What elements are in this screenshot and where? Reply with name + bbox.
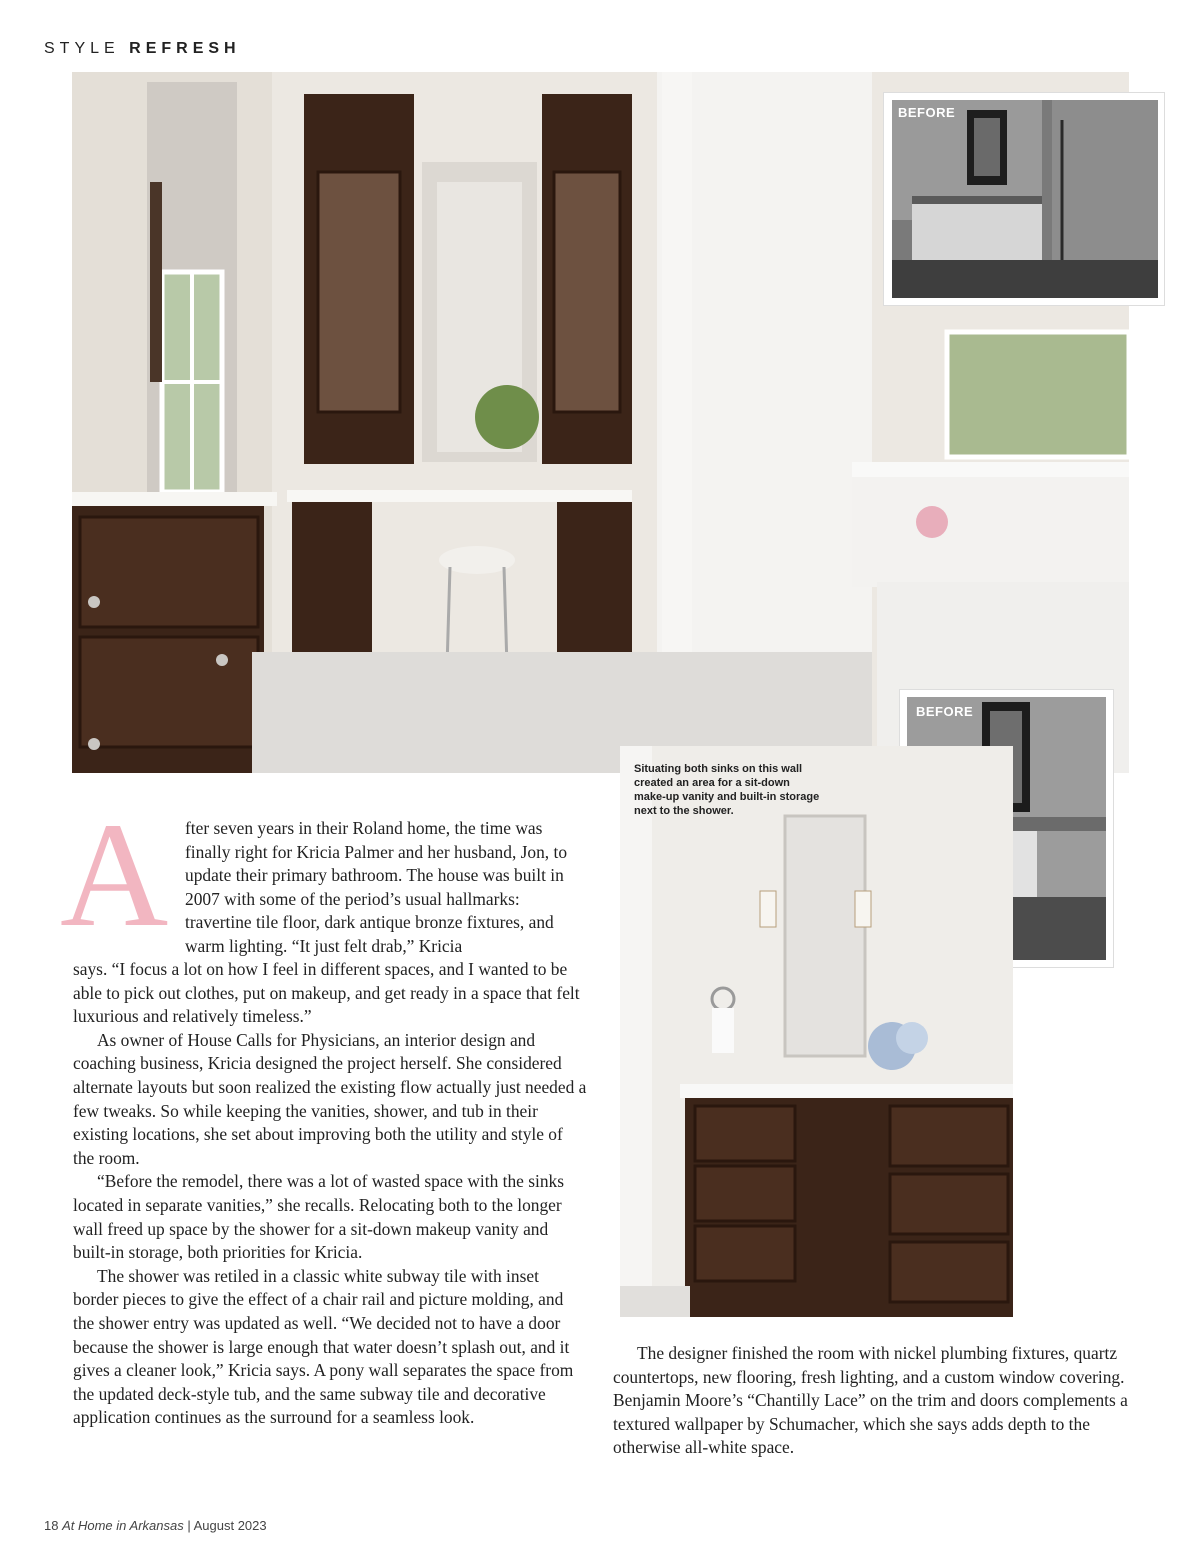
article-intro: fter seven years in their Roland home, the time was finally right for Kricia Palmer and her husband, Jon, to update their primary bathroom. The house was built in 2007 with some of the period’s usual hallmarks: travertine tile floor, dark antique bronze fixtures, and warm lighting. “It just felt drab,” Kricia xyxy=(185,818,568,956)
magazine-name: At Home in Arkansas xyxy=(62,1518,184,1533)
page-number: 18 xyxy=(44,1518,59,1533)
paragraph-5: The designer finished the room with nickel plumbing fixtures, quartz countertops, new flooring, fresh lighting, and a custom window covering. Benjamin Moore’s “Chantilly Lace” on the trim and doors complements a textured wallpaper by Schumacher, which she says adds depth to the otherwise all-white space. xyxy=(613,1343,1128,1458)
before-label-2: BEFORE xyxy=(916,704,974,719)
section-header xyxy=(44,40,241,58)
paragraph-1-rest: says. “I focus a lot on how I feel in different spaces, and I wanted to be able to pick out clothes, put on makeup, and get ready in a space that felt luxurious and relatively timeless.” xyxy=(73,959,580,1027)
paragraph-2: As owner of House Calls for Physicians, an interior design and coaching business, Kricia designed the project herself. She considered alternate layouts but soon realized the existing flow actually just needed a few tweaks. So while keeping the vanities, shower, and tub in their existing locations, she set about improving both the utility and style of the room. xyxy=(73,1029,587,1168)
before-photo-1-frame xyxy=(884,93,1164,305)
photo-caption: Situating both sinks on this wall created an area for a sit-down make-up vanity and built-in storage next to the shower. xyxy=(634,763,820,817)
before-photo-1 xyxy=(892,100,1158,298)
paragraph-4: The shower was retiled in a classic white subway tile with inset border pieces to give the effect of a chair rail and picture molding, and the shower entry was updated as well. “We decided not to have a door because the shower is large enough that water doesn’t splash out, and it gives a cleaner look,” Kricia says. A pony wall separates the space from the updated deck-style tub, and the same subway tile and decorative application continues as the surround for a seamless look. xyxy=(73,1265,574,1428)
drop-cap: A xyxy=(60,792,169,958)
article-column-2 xyxy=(613,1342,1129,1460)
page-footer xyxy=(44,1518,267,1533)
section-label-bold: REFRESH xyxy=(129,40,241,57)
article-column-1 xyxy=(73,958,588,1430)
footer-separator: | xyxy=(183,1518,194,1533)
paragraph-3: “Before the remodel, there was a lot of wasted space with the sinks located in separate vanities,” she recalls. Relocating both to the longer wall freed up space by the shower for a sit-down makeup vanity and built-in storage, both priorities for Kricia. xyxy=(73,1171,564,1263)
vanity-photo xyxy=(620,746,1013,1317)
issue-date: August 2023 xyxy=(193,1518,267,1533)
section-label-light: STYLE xyxy=(44,40,120,57)
before-label-1: BEFORE xyxy=(898,105,956,120)
